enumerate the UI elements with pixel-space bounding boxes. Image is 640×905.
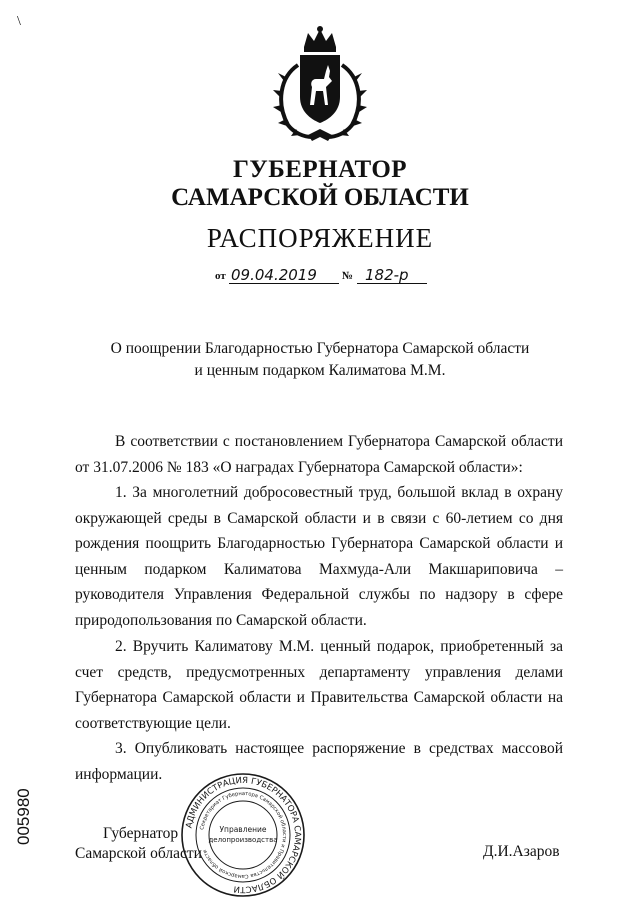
- stamp-outer-text: АДМИНИСТРАЦИЯ ГУБЕРНАТОРА САМАРСКОЙ ОБЛАСТИ: [184, 775, 303, 895]
- issuer-title-line1: ГУБЕРНАТОР: [232, 156, 408, 183]
- document-type-heading: РАСПОРЯЖЕНИЕ: [206, 223, 434, 253]
- side-number-text: 005980: [14, 788, 33, 845]
- issuer-title-line2: САМАРСКОЙ ОБЛАСТИ: [171, 184, 469, 211]
- date-number-line: [215, 262, 430, 286]
- number-value: 182-р: [365, 266, 409, 284]
- date-prefix: от: [215, 270, 226, 282]
- position-line-2: Самарской области: [75, 845, 202, 862]
- official-round-stamp: [180, 772, 306, 898]
- subject-line-1: О поощрении Благодарностью Губернатора Самарской области: [110, 340, 530, 357]
- signatory-name: Д.И.Азаров: [483, 843, 560, 860]
- number-prefix: №: [342, 270, 354, 282]
- document-subject: [0, 338, 640, 382]
- stamp-center-line-1: Управление: [219, 825, 267, 834]
- position-line-1: Губернатор: [103, 825, 179, 842]
- item-2-paragraph: 2. Вручить Калиматову М.М. ценный подарок, приобретенный за счет средств, предусмотренных департаменту управления делами Губернатора Самарской области и Правительства Самарской области на соответствующие цели.: [75, 638, 563, 732]
- subject-line-2: и ценным подарком Калиматова М.М.: [194, 362, 446, 379]
- stamp-center-line-2: делопроизводства: [208, 836, 278, 844]
- coat-of-arms-emblem: [268, 25, 372, 143]
- date-value: 09.04.2019: [231, 266, 317, 284]
- item-3-paragraph: 3. Опубликовать настоящее распоряжение в средствах массовой информации.: [75, 740, 563, 783]
- intro-paragraph: В соответствии с постановлением Губернатора Самарской области от 31.07.2006 № 183 «О наградах Губернатора Самарской области»:: [75, 433, 563, 476]
- item-1-paragraph: 1. За многолетний добросовестный труд, большой вклад в охрану окружающей среды в Самарской области и в связи с 60-летием со дня рождения поощрить Благодарностью Губернатора Самарской области и ценным подарком Калиматова Махмуда-Али Макшариповича – руководителя Управления Федеральной службы по надзору в сфере природопользования по Самарской области.: [75, 484, 563, 629]
- stamp-inner-text: Секретариат Губернатора Самарской области и Правительства Самарской области: [199, 790, 288, 880]
- corner-mark: \: [17, 14, 21, 29]
- registration-side-number: [14, 765, 38, 845]
